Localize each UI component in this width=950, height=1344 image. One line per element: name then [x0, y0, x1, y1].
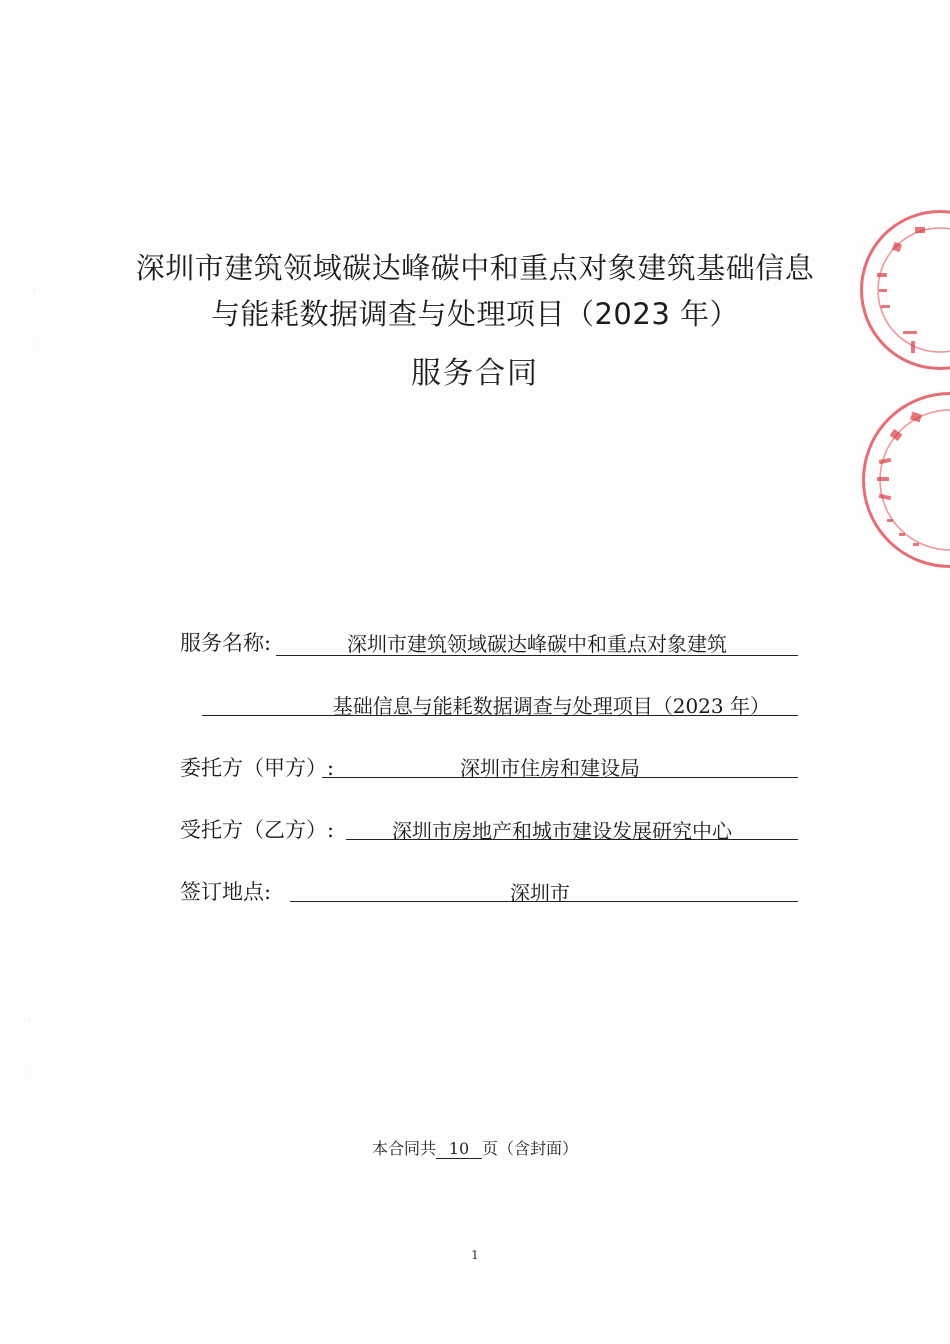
- scan-speck: ·: [28, 1068, 31, 1077]
- page-count-statement: [0, 1136, 950, 1159]
- scan-speck: ·: [28, 1016, 31, 1025]
- client-value: 深圳市住房和建设局: [460, 756, 640, 780]
- contractor-label: 受托方（乙方）:: [180, 818, 335, 842]
- signing-place-label: 签订地点:: [180, 880, 272, 904]
- top-seal-graphic: [863, 213, 950, 367]
- page-count-prefix: 本合同共: [371, 1139, 436, 1158]
- bottom-seal-graphic: [865, 395, 950, 565]
- service-name-value-line-2: 基础信息与能耗数据调查与处理项目（2023 年）: [332, 694, 770, 718]
- service-name-value-line-1: 深圳市建筑领域碳达峰碳中和重点对象建筑: [347, 632, 727, 656]
- client-label: 委托方（甲方）:: [180, 756, 335, 780]
- scan-speck: ·: [33, 286, 36, 295]
- bottom-seal-stamp: [862, 392, 950, 568]
- page-number: 1: [471, 1248, 479, 1262]
- title-line-2: 与能耗数据调查与处理项目（2023 年）: [210, 297, 740, 331]
- title-line-1: 深圳市建筑领域碳达峰碳中和重点对象建筑基础信息: [135, 251, 815, 285]
- contractor-value: 深圳市房地产和城市建设发展研究中心: [392, 819, 732, 843]
- document-subtitle: 服务合同: [411, 356, 539, 391]
- page-count-value: 10: [436, 1140, 482, 1159]
- top-seal-stamp: [860, 210, 950, 370]
- signing-place-value: 深圳市: [510, 881, 570, 905]
- page-count-suffix: 页（含封面）: [482, 1139, 579, 1158]
- service-name-label: 服务名称:: [180, 631, 272, 655]
- scan-speck: ·: [33, 340, 36, 349]
